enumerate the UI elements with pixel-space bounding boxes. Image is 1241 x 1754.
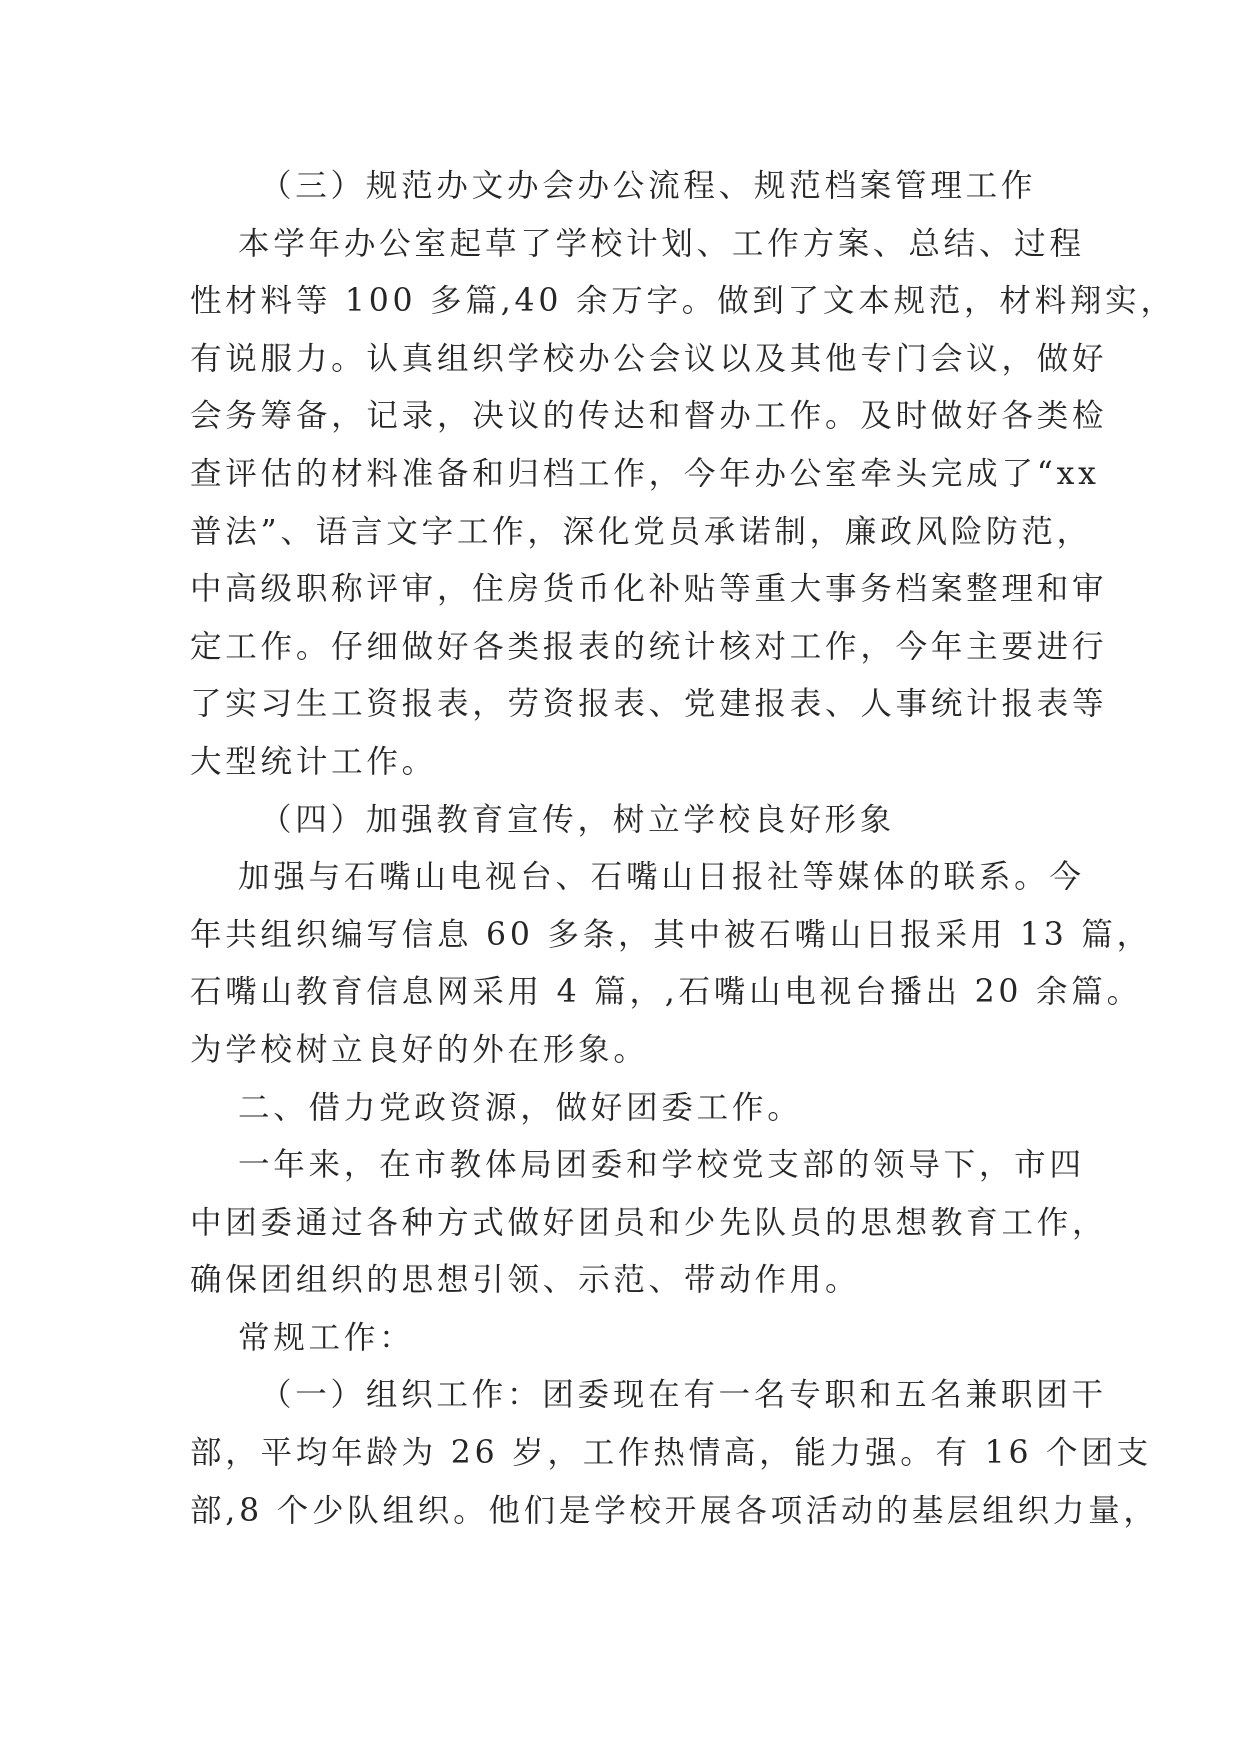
paragraph-line: 性材料等 100 多篇,40 余万字。做到了文本规范，材料翔实， <box>190 283 1176 320</box>
paragraph-line: 普法”、语言文字工作，深化党员承诺制，廉政风险防范， <box>190 513 1092 550</box>
paragraph-line: 本学年办公室起草了学校计划、工作方案、总结、过程 <box>238 225 1085 262</box>
paragraph-line: 年共组织编写信息 60 多条，其中被石嘴山日报采用 13 篇， <box>190 916 1152 953</box>
paragraph-line: 定工作。仔细做好各类报表的统计核对工作，今年主要进行 <box>190 628 1108 665</box>
paragraph-line: 加强与石嘴山电视台、石嘴山日报社等媒体的联系。今 <box>238 859 1085 896</box>
document-body <box>190 158 1176 1540</box>
paragraph-line: 了实习生工资报表，劳资报表、党建报表、人事统计报表等 <box>190 686 1108 723</box>
section-heading: （四）加强教育宣传，树立学校良好形象 <box>260 801 896 838</box>
paragraph-line: 确保团组织的思想引领、示范、带动作用。 <box>190 1262 861 1299</box>
paragraph-line: 为学校树立良好的外在形象。 <box>190 1031 649 1068</box>
section-heading: 常规工作： <box>238 1319 415 1356</box>
paragraph-line: 中团委通过各种方式做好团员和少先队员的思想教育工作， <box>190 1204 1108 1241</box>
paragraph-line: 查评估的材料准备和归档工作，今年办公室牵头完成了“xx <box>190 455 1100 492</box>
paragraph-line: 部,8 个少队组织。他们是学校开展各项活动的基层组织力量， <box>190 1492 1159 1529</box>
paragraph-line: 有说服力。认真组织学校办公会议以及其他专门会议，做好 <box>190 340 1108 377</box>
paragraph-line: 中高级职称评审，住房货币化补贴等重大事务档案整理和审 <box>190 571 1108 608</box>
paragraph-line: 大型统计工作。 <box>190 743 437 780</box>
section-heading: 二、借力党政资源，做好团委工作。 <box>238 1089 803 1126</box>
paragraph-line: 一年来，在市教体局团委和学校党支部的领导下，市四 <box>238 1147 1085 1184</box>
paragraph-line: 石嘴山教育信息网采用 4 篇，,石嘴山电视台播出 20 余篇。 <box>190 974 1142 1011</box>
section-heading: （三）规范办文办会办公流程、规范档案管理工作 <box>260 168 1037 204</box>
paragraph-line: 部，平均年龄为 26 岁，工作热情高，能力强。有 16 个团支 <box>190 1435 1152 1472</box>
paragraph-line: （一）组织工作：团委现在有一名专职和五名兼职团干 <box>260 1377 1107 1414</box>
paragraph-line: 会务筹备，记录，决议的传达和督办工作。及时做好各类检 <box>190 398 1108 435</box>
